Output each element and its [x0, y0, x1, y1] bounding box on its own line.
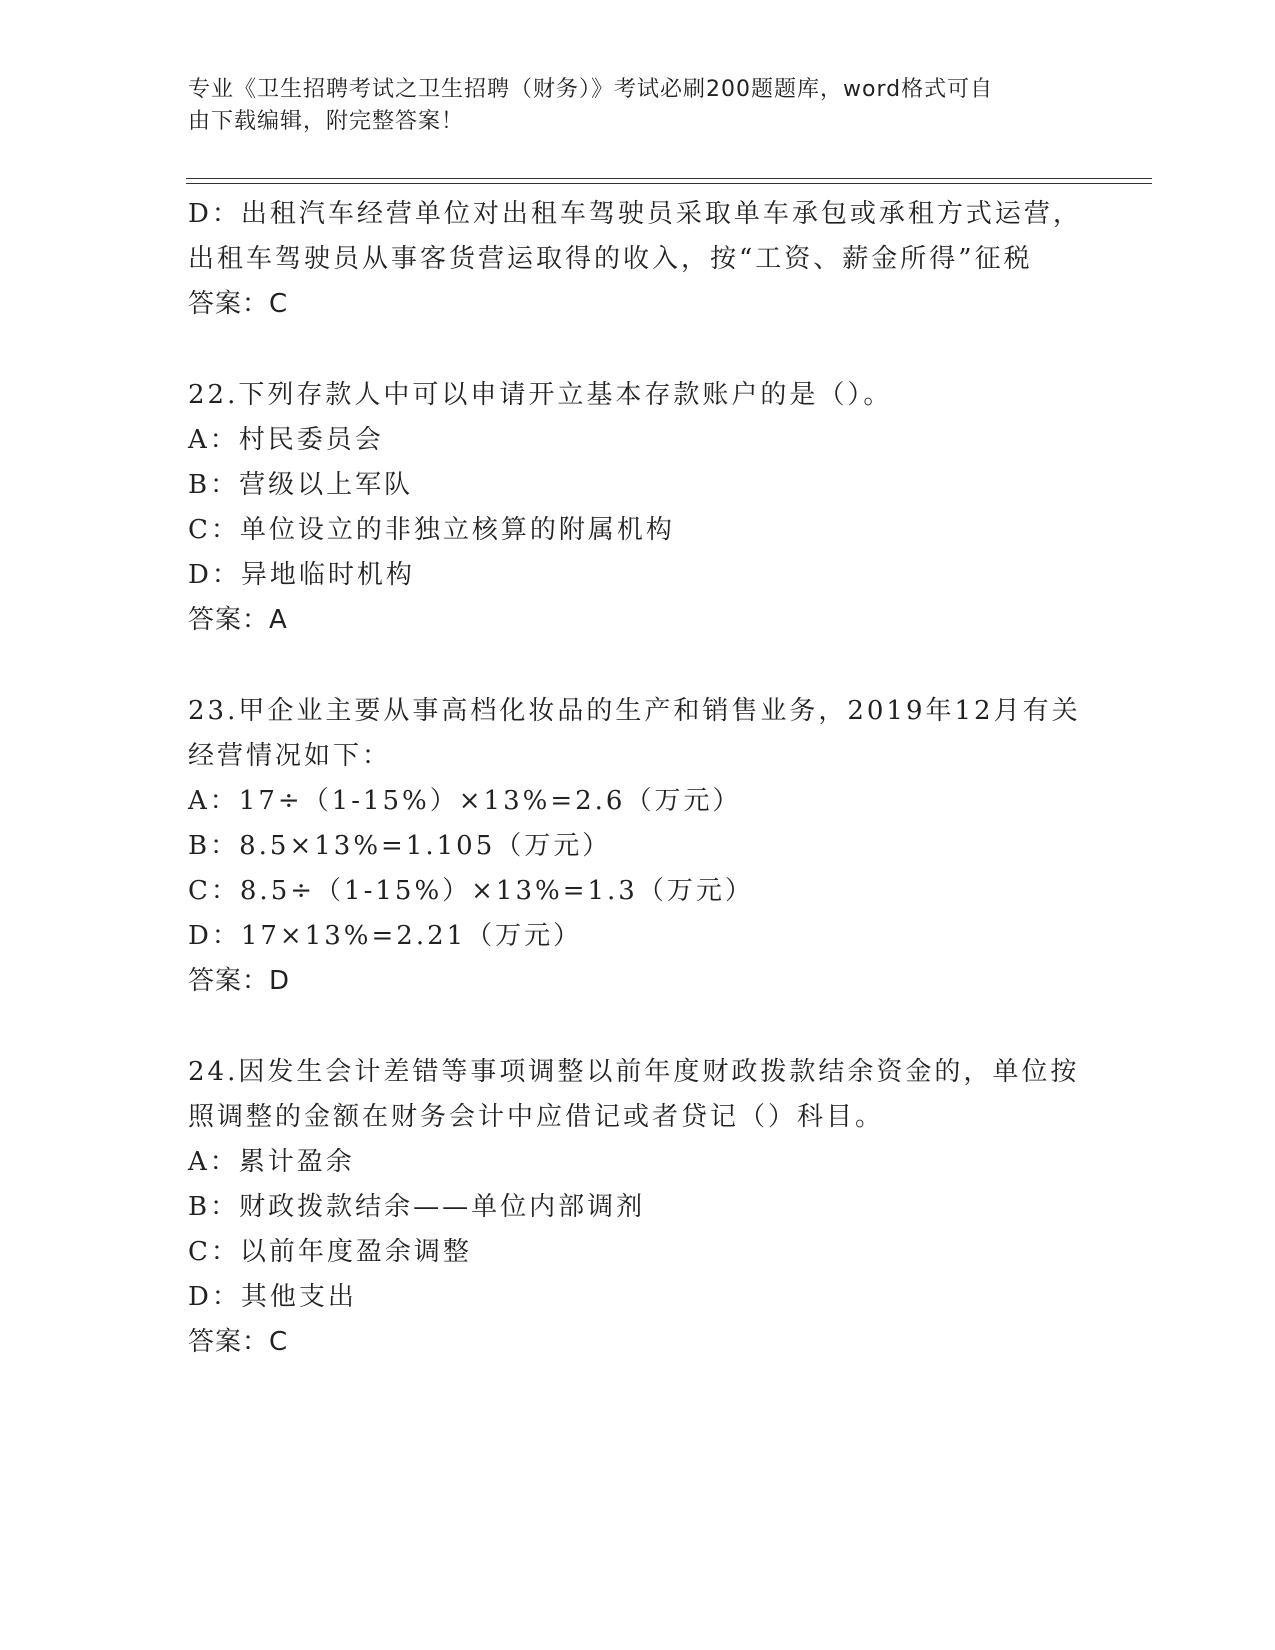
- header-divider-bottom: [186, 183, 1152, 184]
- option-a: A：17÷（1-15%）×13%=2.6（万元）: [188, 786, 742, 816]
- option-c: C：单位设立的非独立核算的附属机构: [188, 515, 675, 545]
- question-stem: 22.下列存款人中可以申请开立基本存款账户的是（）。: [188, 380, 893, 410]
- answer-line: 答案：D: [188, 966, 291, 996]
- option-d: D：异地临时机构: [188, 560, 415, 590]
- header-divider-top: [186, 178, 1152, 179]
- answer-line: 答案：C: [188, 1327, 289, 1357]
- question-22: [188, 373, 1088, 643]
- option-a: A：村民委员会: [188, 425, 384, 455]
- answer-line: 答案：A: [188, 605, 288, 635]
- option-d: D：其他支出: [188, 1282, 357, 1312]
- option-d-line-1: D：出租汽车经营单位对出租车驾驶员采取单车承包或承租方式运营，: [188, 199, 1082, 229]
- document-body: [188, 192, 1088, 1365]
- option-c: C：以前年度盈余调整: [188, 1237, 472, 1267]
- question-stem-line-2: 经营情况如下：: [188, 741, 392, 771]
- option-d: D：17×13%=2.21（万元）: [188, 921, 583, 951]
- option-b: B：营级以上军队: [188, 470, 414, 500]
- question-23: [188, 689, 1088, 1004]
- question-stem-line-1: 24.因发生会计差错等事项调整以前年度财政拨款结余资金的，单位按: [188, 1057, 1080, 1087]
- question-24: [188, 1050, 1088, 1365]
- question-stem-line-1: 23.甲企业主要从事高档化妆品的生产和销售业务，2019年12月有关: [188, 696, 1081, 726]
- header-line-2: 由下载编辑，附完整答案！: [188, 109, 465, 134]
- option-a: A：累计盈余: [188, 1147, 355, 1177]
- option-c: C：8.5÷（1-15%）×13%=1.3（万元）: [188, 876, 754, 906]
- option-d-line-2: 出租车驾驶员从事客货营运取得的收入，按“工资、薪金所得”征税: [188, 244, 1033, 274]
- question-21-tail: [188, 192, 1088, 327]
- option-b: B：8.5×13%=1.105（万元）: [188, 831, 612, 861]
- option-b: B：财政拨款结余——单位内部调剂: [188, 1192, 646, 1222]
- header-line-1: 专业《卫生招聘考试之卫生招聘（财务）》考试必刷200题题库，word格式可自: [188, 77, 994, 102]
- document-header: [188, 74, 1068, 138]
- answer-line: 答案：C: [188, 289, 289, 319]
- question-stem-line-2: 照调整的金额在财务会计中应借记或者贷记（）科目。: [188, 1102, 885, 1132]
